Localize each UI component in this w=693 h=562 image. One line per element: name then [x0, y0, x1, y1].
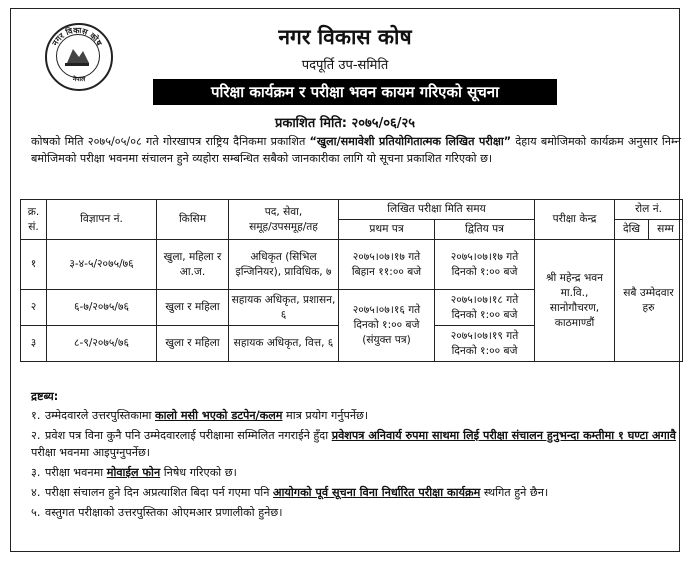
cell-post: सहायक अधिकृत, वित्त, ६	[229, 326, 339, 362]
cell-advert: ८-९/२०७५/७६	[47, 326, 157, 362]
col-header-first-paper: प्रथम पत्र	[339, 220, 435, 240]
cell-advert: ६-७/२०७५/७६	[47, 290, 157, 326]
note-item: ३. परीक्षा भवनमा मोवाईल फोन निषेध गरिएको छ।	[31, 466, 237, 479]
intro-exam-title: “खुला/समावेशी प्रतियोगितात्मक लिखित परीक्षा”	[309, 135, 512, 148]
col-header-roll-to: सम्म	[649, 220, 683, 240]
cell-first-paper: २०७५।०७।१७ गते बिहान ११:०० बजे	[339, 240, 435, 290]
col-header-center: परीक्षा केन्द्र	[535, 200, 615, 240]
col-header-exam-time: लिखित परीक्षा मिति समय	[339, 200, 535, 220]
cell-type: खुला र महिला	[157, 290, 229, 326]
cell-post: सहायक अधिकृत, प्रशासन, ६	[229, 290, 339, 326]
col-header-sn: क्र. सं.	[21, 200, 47, 240]
col-header-second-paper: द्वितिय पत्र	[435, 220, 535, 240]
col-header-type: किसिम	[157, 200, 229, 240]
cell-type: खुला र महिला	[157, 326, 229, 362]
cell-second-paper: २०७५।०७।१८ गते दिनको १:०० बजे	[435, 290, 535, 326]
note-item: २. प्रवेश पत्र विना कुनै पनि उम्मेदवारलाई परीक्षामा सम्मिलित नगराईने हुँदा प्रवेशपत्र अनिवार्य रुपमा साथमा लिई परीक्षा संचालन हुनुभन्दा कम्तीमा १ घण्टा अगावै परीक्षा भवनमा आइपुग्नुपर्नेछ।	[31, 429, 676, 459]
notice-document	[10, 8, 680, 552]
cell-second-paper: २०७५।०७।१७ गते दिनको १:०० बजे	[435, 240, 535, 290]
notice-banner: परिक्षा कार्यक्रम र परीक्षा भवन कायम गरिएको सूचना	[153, 79, 557, 105]
cell-post: अधिकृत (सिभिल इन्जिनियर), प्राविधिक, ७	[229, 240, 339, 290]
notes-section	[31, 389, 681, 524]
note-item: ५. वस्तुगत परीक्षाको उत्तरपुस्तिका ओएमआर प्रणालीको हुनेछ।	[31, 506, 283, 519]
cell-sn: १	[21, 240, 47, 290]
cell-sn: ३	[21, 326, 47, 362]
col-header-post: पद, सेवा, समूह/उपसमूह/तह	[229, 200, 339, 240]
intro-paragraph	[31, 133, 681, 167]
note-item: १. उम्मेदवारले उत्तरपुस्तिकामा कालो मसी भएको डटपेन/कलम मात्र प्रयोग गर्नुपर्नेछ।	[31, 409, 369, 422]
notes-heading: द्रष्टब्य:	[31, 390, 59, 403]
published-date: प्रकाशित मिति: २०७५/०६/२५	[274, 116, 416, 131]
intro-text-before: कोषको मिति २०७५/०५/०८ गते गोरखापत्र राष्ट्रिय दैनिकमा प्रकाशित	[31, 135, 310, 148]
cell-first-paper-shared: २०७५।०७।१६ गते दिनको १:०० बजे (संयुक्त पत्र)	[339, 290, 435, 362]
cell-roll-range: सबै उम्मेदवार हरु	[615, 240, 683, 362]
col-header-advert: विज्ञापन नं.	[47, 200, 157, 240]
committee-subtitle: पदपूर्ति उप-समिति	[301, 58, 389, 73]
cell-type: खुला, महिला र आ.ज.	[157, 240, 229, 290]
table-row	[21, 240, 683, 290]
notes-list	[31, 407, 681, 521]
cell-advert: ३-४-५/२०७५/७६	[47, 240, 157, 290]
seal-country: नेपाल	[72, 76, 86, 83]
col-header-roll: रोल नं.	[615, 200, 683, 220]
exam-schedule-table	[20, 199, 683, 362]
cell-sn: २	[21, 290, 47, 326]
cell-second-paper: २०७५।०७।१९ गते दिनको १:०० बजे	[435, 326, 535, 362]
note-item: ४. परीक्षा संचालन हुने दिन अप्रत्याशित बिदा पर्न गएमा पनि आयोगको पूर्व सूचना विना निर्धारित परीक्षा कार्यक्रम स्थगित हुने छैन।	[31, 486, 549, 499]
cell-exam-center: श्री महेन्द्र भवन मा.वि., सानोगौचरण, काठमाण्डौं	[535, 240, 615, 362]
org-title: नगर विकास कोष	[278, 25, 412, 49]
intro-text-after: देहाय बमोजिमको कार्यक्रम अनुसार निम्न बमोजिमको परीक्षा भवनमा संचालन हुने व्यहोरा सम्बन्धित सबैको जानकारीका लागि यो सूचना प्रकाशित गरिएको छ।	[31, 135, 681, 165]
col-header-roll-from: देखि	[615, 220, 649, 240]
seal-text: नगर विकास कोष	[50, 25, 104, 48]
